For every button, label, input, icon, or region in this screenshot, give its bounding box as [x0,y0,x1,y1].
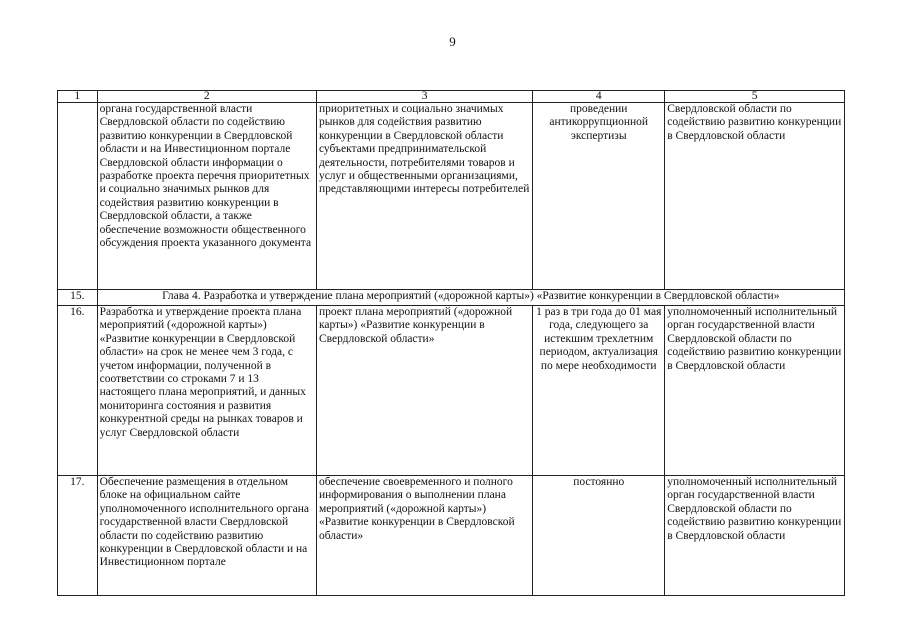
table-row [58,476,845,596]
measure-cell: Разработка и утверждение проекта плана мероприятий («дорожной карты») «Развитие конкуренции в Свердловской области» на срок не менее чем 3 года, с учетом информации, полученной в соответствии со строками 7 и 13 настоящего плана мероприятий, и данных мониторинга состояния и развития конкурентной среды на рынках товаров и услуг Свердловской области [97,306,316,476]
table-row [58,103,845,290]
page-number: 9 [449,34,456,49]
chapter-row [58,290,845,306]
responsible-cell: уполномоченный исполнительный орган государственной власти Свердловской области по содействию развитию конкуренции в Свердловской области [665,476,845,596]
chapter-title: Глава 4. Разработка и утверждение плана мероприятий («дорожной карты») «Развитие конкуренции в Свердловской области» [97,290,844,306]
column-header: 2 [97,91,316,103]
table-row [58,306,845,476]
deadline-cell: постоянно [533,476,665,596]
row-number: 17. [58,476,98,596]
result-cell: обеспечение своевременного и полного информирования о выполнении плана мероприятий («дорожной карты») «Развитие конкуренции в Свердловской области» [316,476,532,596]
responsible-cell: уполномоченный исполнительный орган государственной власти Свердловской области по содействию развитию конкуренции в Свердловской области [665,306,845,476]
measure-cell: органа государственной власти Свердловской области по содействию развитию конкуренции в Свердловской области и на Инвестиционном портале Свердловской области информации о разработке проекта перечня приоритетных и социально значимых рынков для содействия развитию конкуренции в Свердловской области, а также обеспечение возможности общественного обсуждения проекта указанного документа [97,103,316,290]
column-header: 1 [58,91,98,103]
result-cell: приоритетных и социально значимых рынков для содействия развитию конкуренции в Свердловской области субъектами предпринимательской деятельности, потребителями товаров и услуг и общественными организациями, представляющими интересы потребителей [316,103,532,290]
row-number: 15. [58,290,98,306]
column-header: 5 [665,91,845,103]
result-cell: проект плана мероприятий («дорожной карты») «Развитие конкуренции в Свердловской области» [316,306,532,476]
responsible-cell: Свердловской области по содействию развитию конкуренции в Свердловской области [665,103,845,290]
column-header: 3 [316,91,532,103]
column-header: 4 [533,91,665,103]
deadline-cell: 1 раз в три года до 01 мая года, следующего за истекшим трехлетним периодом, актуализация по мере необходимости [533,306,665,476]
measures-table [57,90,845,596]
deadline-cell: проведении антикоррупционной экспертизы [533,103,665,290]
measure-cell: Обеспечение размещения в отдельном блоке на официальном сайте уполномоченного исполнительного органа государственной власти Свердловской области по содействию развитию конкуренции в Свердловской области и на Инвестиционном портале [97,476,316,596]
row-number [58,103,98,290]
table-header-row [58,91,845,103]
row-number: 16. [58,306,98,476]
